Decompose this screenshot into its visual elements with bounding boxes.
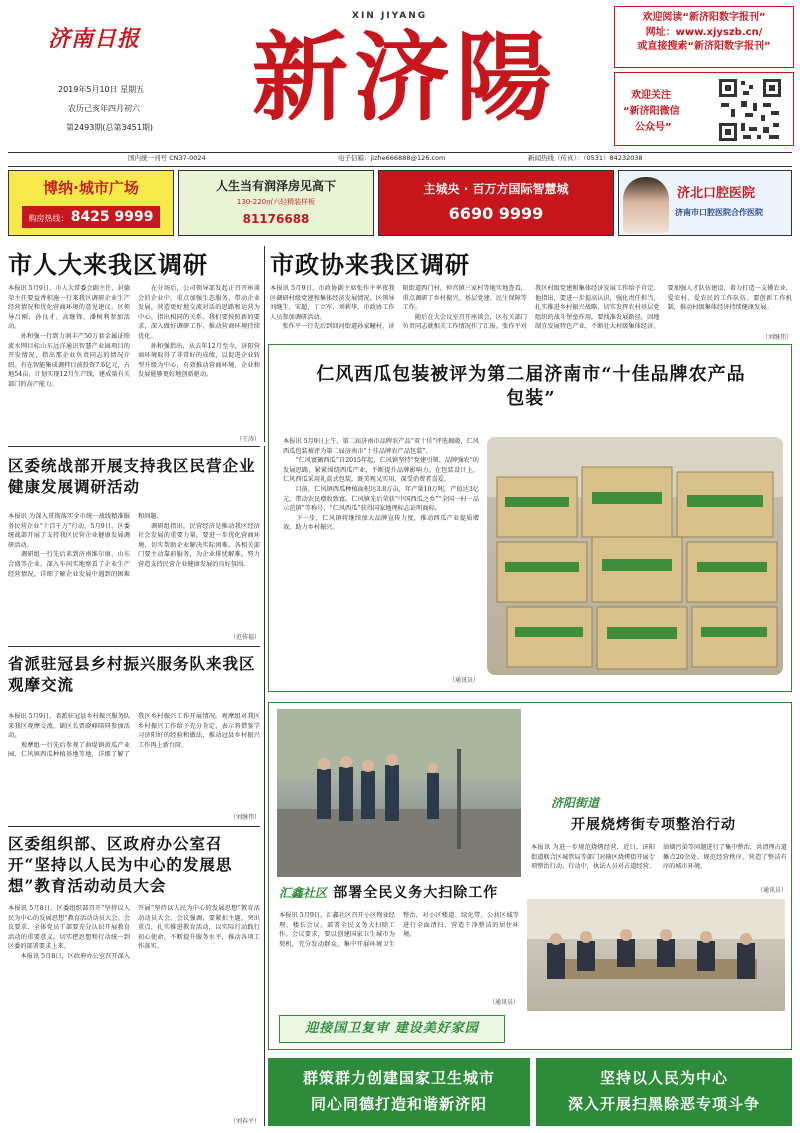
article-a8-body: 本报讯 5月9日，汇鑫社区召开小区物业经理、楼长会议，部署全民义务大扫除工作。会议要求，要以创建国家卫生城市为契机，充分发动群众，集中开展环境卫生整治，对小区楼道、绿化带、公共区域等进行全面清扫，营造干净整洁的居住环境。 — [279, 912, 519, 948]
ad-bona-city-plaza — [8, 170, 174, 236]
banner-right-line1: 坚持以人民为中心 — [599, 1069, 728, 1088]
ad1-phone: 8425 9999 — [70, 208, 154, 225]
banner-left-line1: 群策群力创建国家卫生城市 — [302, 1069, 495, 1088]
ad-dental-hospital — [618, 170, 792, 236]
byline-a2: （刘继伟） — [761, 334, 792, 341]
melon-article-box — [268, 344, 792, 692]
pinyin: XIN JIYANG — [352, 11, 428, 21]
issue-number: 第2493期(总第3451期) — [66, 123, 153, 132]
qr-code-icon — [717, 77, 783, 143]
banner-left — [268, 1058, 530, 1126]
article-a2-body: 本报讯 5月9日，市政协副主席张作平率夜我区调研村级党建和集体经济发展情况。区领导刘继生、宋超、丁立军、刘莉华，市政协工作人员参加调研活动。 张作平一行先后到回河街道孙家疃村、济阳街道西门村，仲宫镇三家村等地实地查看，重点调研了乡村振兴、基层党建、民生保障等工作。 随后在大会议室召开座谈会，区有关部门负责同志就相关工作情况作了汇报。张作平对我区村级党建和集体经济发展工作给予肯定。他指出，要进一步提高认识，强化责任担当，扎实推进乡村振兴战略，切实发挥农村基层党组织的战斗堡垒作用。要找准发展路径，因地制宜发展特色产业，不断壮大村级集体经济。要加强人才队伍建设，着力打造一支懂农业、爱农村、爱农民的工作队伍。要创新工作机制，推动村级集体经济持续健康发展。 — [270, 285, 792, 331]
headline-a6: 区委组织部、区政府办公室召开“坚持以人民为中心的发展思想”教育活动动员大会 — [8, 834, 233, 895]
promo-qr — [614, 72, 794, 146]
byline-a4: （范传福） — [229, 634, 260, 641]
lunar-date: 农历己亥年四月初六 — [68, 104, 140, 113]
headline-a2: 市政协来我区调研 — [270, 250, 470, 279]
slogan-text: 迎接国卫复审 建设美好家园 — [305, 1020, 479, 1036]
main-title: 新济陽 — [252, 21, 558, 134]
byline-a1: （王涛） — [235, 436, 260, 443]
article-a1-body: 本报讯 5月9日，市人大常委会副主任、封德荣主任要益香积施一行来我区调研企业生产经营情况和优化营商环境的意见建议。区领导吕刚、孙良才、高继锋、潘树利参加活动。 孙和强一行到力润丰产50万套金属证照流水网目标山东远洋通讯智慧产业园项目的开发情况，指出那企业负责同志的情况介绍。有在智能集成调拌目前投资7.6亿元，占地54亩，计划实现12月生产线，建成量有关部门的高产能力。 在分场后，公司领导部发起正召开座谈会的企业中，重点加强生态服务，带动企业发展，营造更好地交流对话的思路和运营为中心，指出相同的关系。我们要按照新的要求，深入做好调研工作，推动营商环境持续优化。 孙和强指出，从去年12月至今，济阳营商环境取得了非常好的成绩，以促进企业转型升级为中心，有效推动营商环境，企业和发展能够更好地创新驱动。 — [8, 285, 260, 389]
hotline: 新闻热线（传真）：（0531）84232038 — [528, 154, 643, 162]
ad-runze — [178, 170, 374, 236]
ad-international-city — [378, 170, 614, 236]
article-a4-body: 本报讯 为深入贯彻落实全市统一战线精准服务民营企业“十百千万”行动，5月9日，区委统战部开展了支持我区民营企业健康发展调研活动。 调研组一行先后来到济南维尔康、山东合盛等企业，深入车间实地察看了企业生产经营情况，详细了解企业发展中遇到的困难和问题。 调研组指出，民营经济是推动我区经济社会发展的重要力量，要进一步优化营商环境，切实帮助企业解决实际困难。各相关部门要主动靠前服务，为企业排忧解难，努力营造支持民营企业健康发展的良好氛围。 — [8, 513, 260, 578]
community-news-box — [268, 702, 792, 1050]
promo-top — [614, 6, 794, 68]
byline-a7: （通讯员） — [756, 887, 787, 894]
headline-a8: 部署全民义务大扫除工作 — [333, 885, 499, 901]
headline-a3: 仁风西瓜包装被评为第二届济南市“十佳品牌农产品包装” — [316, 364, 746, 410]
ad2-sub: 130-220㎡六轻精装样板 — [236, 198, 316, 207]
email: 电子信箱：jizhe666888@126.com — [338, 154, 446, 162]
slogan-box — [279, 1015, 505, 1043]
meeting-photo — [527, 899, 785, 1011]
ad1-phone-label: 购房热线： — [28, 213, 69, 223]
article-a8-heading — [279, 883, 529, 907]
article-a7-body: 本报讯 为进一步规范烧烤经营，近日，济阳街道联合区城管局等部门对辖区烧烤街开展专项整治行动。行动中，执法人员对占道经营、油烟污染等问题进行了集中整治，共清理占道摊点20余处，规范经营秩序，营造了整洁有序的城市环境。 — [531, 844, 787, 871]
ad2-phone: 81176688 — [242, 211, 310, 226]
ad3-phone: 6690 9999 — [448, 204, 544, 224]
info-bar — [8, 153, 792, 165]
promo-qr-line1: 欢迎关注 — [631, 90, 671, 101]
byline-a5: （刘继伟） — [229, 814, 260, 821]
kicker-a7: 济阳街道 — [551, 796, 600, 810]
ad4-sub: 济南市口腔医院合作医院 — [675, 208, 763, 217]
article-a7-heading — [531, 795, 781, 839]
article-a6-body: 本报讯 5月8日，区委组织部召开“坚持以人民为中心的发展思想”教育活动动员大会。会议要求，全体党员干部要充分认识开展教育活动的重要意义，切实把思想和行动统一到区委的部署要求上来。 本报讯 5月8日，区政府办公室召开深入开展“坚持以人民为中心的发展思想”教育活动动员大会。会议强调，要紧扣主题，突出重点，扎实推进教育活动，以实际行动践行初心使命，不断提升服务水平，推动各项工作落实。 — [8, 905, 260, 961]
promo-qr-line2: “新济阳微信 — [623, 106, 680, 117]
paper-name: 济南日报 — [48, 26, 141, 52]
promo-top-line3: 或直接搜索“新济阳数字报刊” — [637, 41, 771, 52]
ad2-title: 人生当有润泽房见高下 — [215, 179, 336, 194]
kicker-a8: 汇鑫社区 — [279, 886, 328, 900]
promo-qr-line3: 公众号” — [635, 122, 672, 133]
banner-right-line2: 深入开展扫黑除恶专项斗争 — [567, 1095, 760, 1113]
portrait-photo — [623, 177, 669, 233]
banner-right — [536, 1058, 792, 1126]
watermelon-boxes-photo — [487, 437, 783, 675]
article-a5-body: 本报讯 5月9日，省派驻冠县乡村振兴服务队来我区观摩交流。副区长贾晓峰陪同参加活动。 观摩组一行先后参观了曲堤镇黄瓜产业园、仁风镇西瓜种植基地等地，详细了解了我区乡村振兴工作开展情况。观摩组对我区乡村振兴工作给予充分肯定，表示将借鉴学习济阳好的经验和做法，推动冠县乡村振兴工作再上新台阶。 — [8, 713, 260, 759]
article-a3-body: 本报讯 5月9日上午，第二届济南市品牌农产品“双十佳”评选揭晓，仁风西瓜包装被评为第二届济南市“十佳品牌农产品包装”。 “仁风富硒西瓜”自2015年起，仁风镇坚持“党建引领、品牌强农”的发展思路，紧紧围绕西瓜产业，不断提升品牌影响力。在包装设计上，仁风西瓜采用礼盒式包装，既美观又实用，深受消费者喜爱。 目前，仁风镇西瓜种植面积达3.8万亩，年产量10万吨，产值达3亿元，带动农民增收致富。仁风镇先后荣获“中国西瓜之乡”“全国一村一品示范镇”等称号，“仁风西瓜”获得国家地理标志证明商标。 下一步，仁风镇将继续加大品牌宣传力度，推动西瓜产业提质增效，助力乡村振兴。 — [283, 438, 479, 532]
masthead — [0, 0, 800, 150]
ad1-title: 博纳·城市广场 — [43, 178, 139, 197]
ad1-phone-box — [22, 206, 159, 228]
promo-top-line1: 欢迎阅读“新济阳数字报刊” — [642, 12, 766, 23]
ad3-title: 主城央 · 百万方国际智慧城 — [423, 181, 569, 196]
byline-a8: （通讯员） — [488, 999, 519, 1006]
byline-a6: （刘春平） — [229, 1118, 260, 1125]
headline-a5: 省派驻冠县乡村振兴服务队来我区观摩交流 — [8, 654, 256, 694]
headline-a7: 开展烧烤街专项整治行动 — [571, 817, 736, 833]
headline-a4: 区委统战部开展支持我区民营企业健康发展调研活动 — [8, 456, 256, 496]
banner-left-line2: 同心同德打造和谐新济阳 — [310, 1095, 487, 1113]
promo-top-line2: 网址：www.xjyszb.cn/ — [645, 26, 763, 38]
ad4-title: 济北口腔医院 — [677, 186, 756, 201]
issue-date: 2019年5月10日 星期五 — [58, 85, 145, 94]
bbq-street-photo — [277, 709, 521, 877]
headline-a1: 市人大来我区调研 — [8, 250, 208, 279]
cn-number: 国内统一刊号 CN37-0024 — [128, 154, 206, 162]
byline-a3: （通讯员） — [448, 677, 479, 684]
